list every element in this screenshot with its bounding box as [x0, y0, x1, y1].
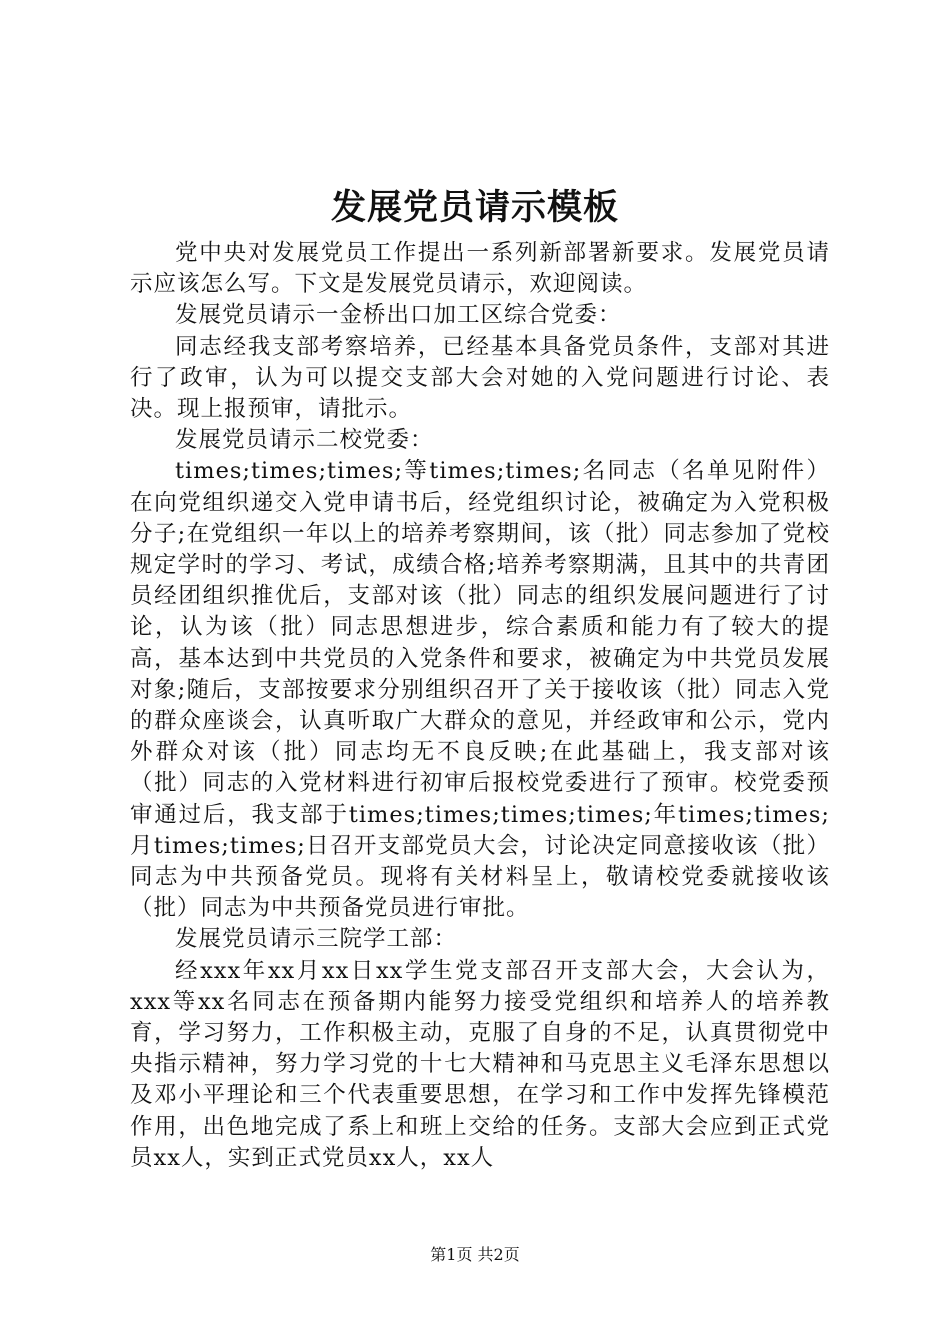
document-body	[130, 238, 830, 1174]
paragraph-request-one: 同志经我支部考察培养，已经基本具备党员条件，支部对其进行了政审，认为可以提交支部大会对她的入党问题进行讨论、表决。现上报预审，请批示。	[130, 333, 830, 423]
document-title: 发展党员请示模板	[330, 187, 619, 228]
paragraph-request-two: times;times;times;等times;times;名同志（名单见附件）在向党组织递交入党申请书后，经党组织讨论，被确定为入党积极分子;在党组织一年以上的培养考察期间，该（批）同志参加了党校规定学时的学习、考试，成绩合格;培养考察期满，且其中的共青团员经团组织推优后，支部对该（批）同志的组织发展问题进行了讨论，认为该（批）同志思想进步，综合素质和能力有了较大的提高，基本达到中共党员的入党条件和要求，被确定为中共党员发展对象;随后，支部按要求分别组织召开了关于接收该（批）同志入党的群众座谈会，认真听取广大群众的意见，并经政审和公示，党内外群众对该（批）同志均无不良反映;在此基础上，我支部对该（批）同志的入党材料进行初审后报校党委进行了预审。校党委预审通过后，我支部于times;times;times;times;年times;times;月times;times;日召开支部党员大会，讨论决定同意接收该（批）同志为中共预备党员。现将有关材料呈上，敬请校党委就接收该（批）同志为中共预备党员进行审批。	[130, 458, 830, 922]
paragraph-intro: 党中央对发展党员工作提出一系列新部署新要求。发展党员请示应该怎么写。下文是发展党员请示，欢迎阅读。	[130, 240, 830, 298]
paragraph-request-three: 经xxx年xx月xx日xx学生党支部召开支部大会，大会认为，xxx等xx名同志在预备期内能努力接受党组织和培养人的培养教育，学习努力，工作积极主动，克服了自身的不足，认真贯彻党中央指示精神，努力学习党的十七大精神和马克思主义毛泽东思想以及邓小平理论和三个代表重要思想，在学习和工作中发挥先锋模范作用，出色地完成了系上和班上交给的任务。支部大会应到正式党员xx人，实到正式党员xx人，xx人	[130, 957, 830, 1171]
page-number-footer: 第1页 共2页	[430, 1245, 520, 1264]
paragraph-heading-one: 发展党员请示一金桥出口加工区综合党委：	[175, 302, 622, 329]
paragraph-heading-two: 发展党员请示二校党委：	[175, 427, 434, 454]
paragraph-heading-three: 发展党员请示三院学工部：	[175, 926, 458, 953]
